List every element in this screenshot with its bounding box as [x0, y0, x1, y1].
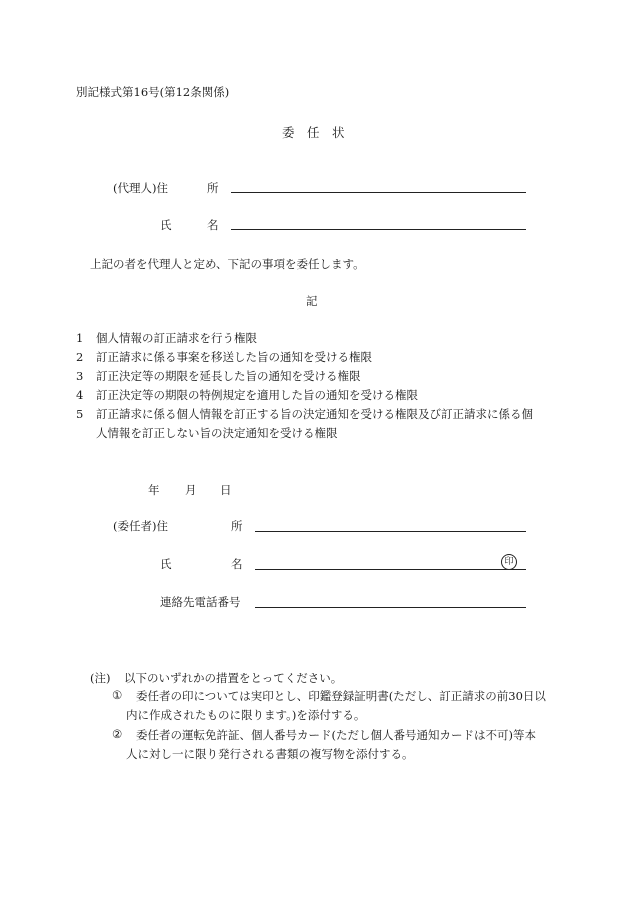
list-item — [76, 349, 372, 365]
item-number: 1 — [76, 331, 84, 345]
item-text: 訂正決定等の期限の特例規定を適用した旨の通知を受ける権限 — [96, 388, 418, 402]
ki-heading: 記 — [306, 294, 318, 308]
principal-address-label-suffix: 所 — [231, 519, 243, 533]
list-item — [76, 368, 361, 384]
agent-address-label: (代理人)住 — [113, 181, 168, 195]
item-text: 訂正請求に係る個人情報を訂正する旨の決定通知を受ける権限及び訂正請求に係る個 — [96, 407, 533, 421]
list-item — [76, 330, 257, 346]
item-number: 4 — [76, 388, 84, 402]
note-1-text-cont: 内に作成されたものに限ります。)を添付する。 — [126, 708, 366, 722]
principal-name-line[interactable] — [255, 569, 526, 570]
delegation-statement: 上記の者を代理人と定め、下記の事項を委任します。 — [90, 257, 365, 271]
agent-name-line[interactable] — [231, 229, 526, 230]
page-title: 委 任 状 — [282, 125, 345, 140]
item-number: 5 — [76, 407, 84, 421]
note-2-mark: ② — [112, 727, 123, 741]
date-month: 月 — [185, 483, 197, 497]
notes-label: (注) — [90, 671, 111, 685]
notes-intro: 以下のいずれかの措置をとってください。 — [124, 671, 343, 685]
item-text-continuation: 人情報を訂正しない旨の決定通知を受ける権限 — [96, 426, 338, 440]
phone-line[interactable] — [255, 607, 526, 608]
principal-name-label-suffix: 名 — [231, 557, 243, 571]
note-2-text-cont: 人に対し一に限り発行される書類の複写物を添付する。 — [126, 747, 414, 761]
date-day: 日 — [220, 483, 232, 497]
item-text: 訂正請求に係る事案を移送した旨の通知を受ける権限 — [96, 350, 372, 364]
note-2-text: 委任者の運転免許証、個人番号カード(ただし個人番号通知カードは不可)等本 — [136, 728, 536, 742]
seal-mark: 印 — [501, 554, 517, 570]
item-text: 訂正決定等の期限を延長した旨の通知を受ける権限 — [96, 369, 361, 383]
note-1-mark: ① — [112, 688, 123, 702]
item-text: 個人情報の訂正請求を行う権限 — [96, 331, 257, 345]
list-item — [76, 387, 418, 403]
principal-name-label: 氏 — [160, 557, 172, 571]
form-id: 別記様式第16号(第12条関係) — [76, 85, 230, 99]
agent-address-line[interactable] — [231, 192, 526, 193]
item-number: 3 — [76, 369, 84, 383]
principal-address-line[interactable] — [255, 531, 526, 532]
agent-name-label: 氏 — [160, 218, 172, 232]
agent-name-label-suffix: 名 — [207, 218, 219, 232]
agent-address-label-suffix: 所 — [207, 181, 219, 195]
phone-label: 連絡先電話番号 — [160, 595, 241, 609]
note-1-text: 委任者の印については実印とし、印鑑登録証明書(ただし、訂正請求の前30日以 — [136, 689, 546, 703]
principal-address-label: (委任者)住 — [113, 519, 168, 533]
list-item — [76, 406, 533, 422]
item-number: 2 — [76, 350, 84, 364]
date-year: 年 — [148, 483, 160, 497]
